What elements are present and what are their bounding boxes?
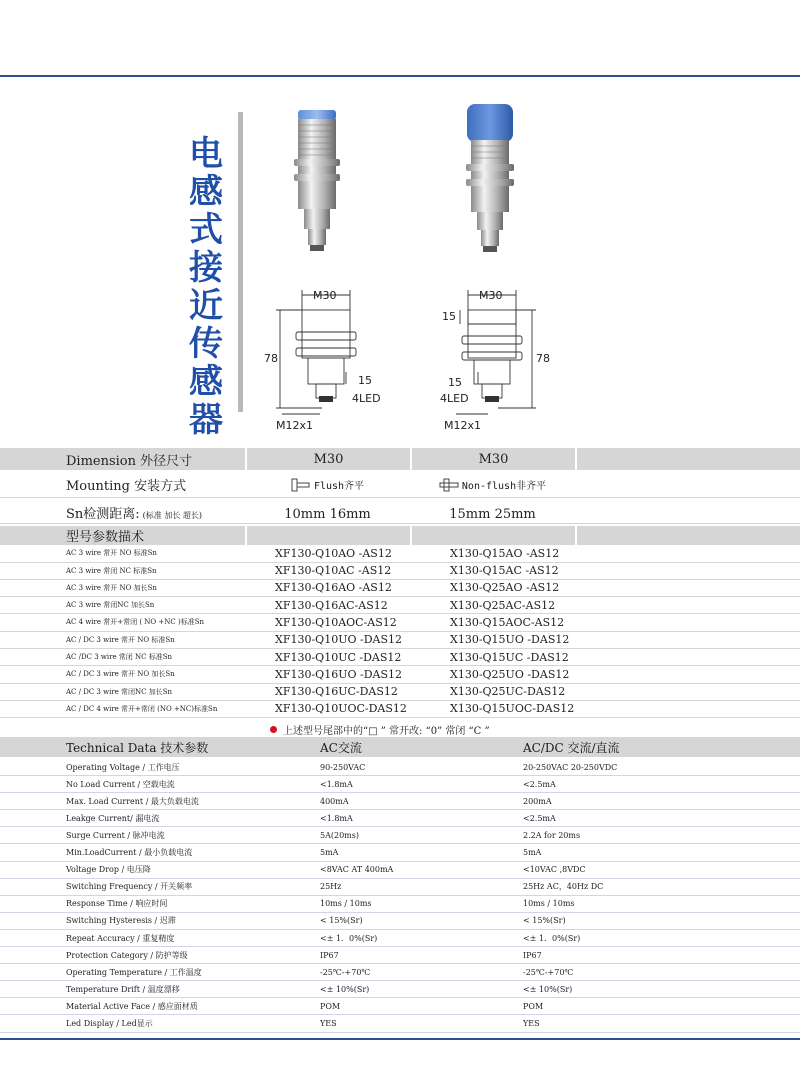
nonflush-dimension-drawing — [438, 280, 568, 440]
tech-acdc-value: -25℃-+70℃ — [523, 967, 574, 977]
model-flush-code: XF130-Q16AC-AS12 — [275, 598, 388, 612]
flush-connector-label: M12x1 — [276, 419, 313, 432]
tech-ac-value: 400mA — [320, 796, 349, 806]
title-char: 感 — [189, 362, 223, 402]
tech-row — [0, 930, 800, 947]
model-nonflush-code: X130-Q15UO -DAS12 — [450, 633, 570, 647]
tech-row — [0, 896, 800, 913]
model-description: AC 3 wire 常闭 NC 标准Sn — [66, 566, 157, 575]
tech-label: Operating Temperature / 工作温度 — [66, 967, 202, 977]
tech-row — [0, 947, 800, 964]
tech-acdc-value: <10VAC ,8VDC — [523, 865, 586, 875]
tech-label: Leakge Current/ 漏电流 — [66, 813, 160, 823]
sensing-distance-row — [0, 502, 800, 524]
model-row — [0, 701, 800, 719]
model-nonflush-code: X130-Q15AO -AS12 — [450, 546, 560, 560]
tech-row — [0, 845, 800, 862]
title-char: 传 — [189, 324, 223, 364]
tech-row — [0, 862, 800, 879]
model-description: AC / DC 3 wire 常开 NO 加长Sn — [66, 670, 175, 679]
model-description: AC 3 wire 常闭NC 加长Sn — [66, 601, 155, 610]
model-flush-code: XF130-Q10AC -AS12 — [275, 564, 392, 578]
tech-label: Temperature Drift / 温度漂移 — [66, 984, 180, 994]
tech-acdc-value: POM — [523, 1001, 544, 1011]
model-flush-code: XF130-Q10AO -AS12 — [275, 546, 392, 560]
tech-acdc-value: 20-250VAC 20-250VDC — [523, 762, 618, 772]
tech-acdc-value: <± 1．0%(Sr) — [523, 933, 581, 943]
bullet-icon — [270, 726, 277, 733]
title-divider — [238, 112, 243, 412]
tech-acdc-value: <± 10%(Sr) — [523, 984, 573, 994]
tech-acdc-value: <2.5mA — [523, 779, 556, 789]
tech-acdc-value: IP67 — [523, 950, 542, 960]
model-suffix-note — [270, 722, 490, 737]
flush-led-label: 4LED — [352, 392, 381, 405]
title-char: 器 — [189, 400, 223, 440]
tech-ac-value: -25℃-+70℃ — [320, 967, 371, 977]
tech-row — [0, 759, 800, 776]
title-char: 接 — [189, 248, 223, 288]
model-row — [0, 597, 800, 615]
flush-mount-icon — [291, 478, 311, 492]
tech-row — [0, 964, 800, 981]
dimension-nonflush-value: M30 — [478, 451, 509, 467]
flush-diameter-label: M30 — [313, 289, 337, 302]
nonflush-led-length-label: 15 — [448, 376, 462, 389]
model-nonflush-code: X130-Q25AO -AS12 — [450, 581, 560, 595]
model-description: AC 3 wire 常开 NO 加长Sn — [66, 583, 157, 592]
tech-label: No Load Current / 空载电流 — [66, 779, 175, 789]
model-flush-code: XF130-Q10UO -DAS12 — [275, 633, 402, 647]
title-char: 式 — [189, 210, 223, 250]
tech-ac-value: 5A(20ms) — [320, 830, 359, 840]
model-row — [0, 683, 800, 701]
tech-ac-value: <± 1．0%(Sr) — [320, 933, 378, 943]
title-char: 电 — [189, 134, 223, 174]
tech-ac-value: 25Hz — [320, 882, 342, 892]
tech-row — [0, 998, 800, 1015]
mounting-nonflush-value: Non-flush非齐平 — [461, 481, 547, 492]
page-title — [180, 135, 232, 439]
model-description: AC / DC 4 wire 常开+常闭 (NO +NC)标准Sn — [66, 704, 218, 713]
dimension-label: Dimension 外径尺寸 — [66, 453, 193, 469]
ac-column-header: AC交流 — [320, 740, 362, 755]
tech-row — [0, 981, 800, 998]
nonflush-sensor-image — [455, 100, 525, 255]
tech-label: Min.LoadCurrent / 最小负载电流 — [66, 848, 193, 857]
model-nonflush-code: X130-Q25UC-DAS12 — [450, 685, 566, 699]
model-row — [0, 562, 800, 580]
model-row — [0, 614, 800, 632]
tech-acdc-value: 25Hz AC，40Hz DC — [523, 882, 604, 892]
tech-label: Max. Load Current / 最大负载电流 — [66, 796, 199, 806]
tech-label: Material Active Face / 感应面材质 — [66, 1001, 198, 1011]
top-rule — [0, 75, 800, 77]
tech-ac-value: 90-250VAC — [320, 762, 366, 772]
model-description: AC 4 wire 常开+常闭 ( NO +NC )标准Sn — [66, 618, 205, 627]
tech-ac-value: < 15%(Sr) — [320, 916, 363, 926]
flush-led-length-label: 15 — [358, 374, 372, 387]
model-nonflush-code: X130-Q25UO -DAS12 — [450, 667, 570, 681]
model-nonflush-code: X130-Q25AC-AS12 — [450, 598, 556, 612]
dimension-flush-value: M30 — [313, 451, 344, 467]
model-nonflush-code: X130-Q15AOC-AS12 — [450, 615, 565, 629]
tech-ac-value: <1.8mA — [320, 813, 353, 823]
model-description: AC / DC 3 wire 常开 NO 标准Sn — [66, 635, 175, 644]
tech-acdc-value: < 15%(Sr) — [523, 916, 566, 926]
sn-nonflush-value: 15mm 25mm — [449, 507, 536, 522]
sn-label: Sn检测距离: — [66, 507, 140, 522]
model-description: AC / DC 3 wire 常闭NC 加长Sn — [66, 687, 173, 696]
dimension-row — [0, 448, 800, 470]
bottom-rule — [0, 1038, 800, 1040]
note-text: 上述型号尾部中的“□ ” 常开改: “0” 常闭 “C ” — [283, 726, 490, 737]
model-flush-code: XF130-Q10UC -DAS12 — [275, 650, 402, 664]
tech-row — [0, 810, 800, 827]
tech-label: Switching Frequency / 开关频率 — [66, 882, 193, 892]
technical-data-header — [0, 737, 800, 757]
tech-row — [0, 793, 800, 810]
tech-row — [0, 776, 800, 793]
tech-label: Operating Voltage / 工作电压 — [66, 762, 180, 772]
tech-acdc-value: <2.5mA — [523, 813, 556, 823]
model-row — [0, 632, 800, 650]
model-flush-code: XF130-Q10AOC-AS12 — [275, 615, 397, 629]
flush-dimension-drawing — [262, 280, 392, 440]
tech-label: Surge Current / 脉冲电流 — [66, 830, 165, 840]
models-label: 型号参数描术 — [66, 530, 145, 545]
tech-label: Repeat Accuracy / 重复精度 — [66, 933, 175, 943]
nonflush-mount-icon — [439, 478, 459, 492]
sn-sublabel: (标准 加长 超长) — [142, 511, 202, 520]
tech-row — [0, 913, 800, 930]
tech-ac-value: <8VAC AT 400mA — [320, 865, 394, 875]
model-flush-code: XF130-Q16AO -AS12 — [275, 581, 392, 595]
acdc-column-header: AC/DC 交流/直流 — [523, 740, 620, 755]
tech-label: Voltage Drop / 电压降 — [66, 865, 151, 875]
tech-ac-value: <1.8mA — [320, 779, 353, 789]
tech-label: Led Display / Led显示 — [66, 1019, 153, 1028]
tech-acdc-value: 2.2A for 20ms — [523, 830, 581, 840]
mounting-row — [0, 472, 800, 498]
tech-row — [0, 827, 800, 844]
tech-ac-value: <± 10%(Sr) — [320, 984, 370, 994]
model-description: AC 3 wire 常开 NO 标准Sn — [66, 549, 157, 558]
tech-acdc-value: YES — [523, 1019, 540, 1028]
model-nonflush-code: X130-Q15AC -AS12 — [450, 564, 559, 578]
flush-length-label: 78 — [264, 352, 278, 365]
tech-ac-value: YES — [320, 1019, 337, 1028]
mounting-label: Mounting 安装方式 — [66, 479, 187, 494]
nonflush-connector-label: M12x1 — [444, 419, 481, 432]
tech-label: Response Time / 响应时间 — [66, 899, 168, 909]
model-flush-code: XF130-Q10UOC-DAS12 — [275, 702, 407, 716]
model-row — [0, 649, 800, 667]
tech-acdc-value: 10ms / 10ms — [523, 899, 575, 909]
model-row — [0, 666, 800, 684]
tech-ac-value: 10ms / 10ms — [320, 899, 372, 909]
tech-ac-value: 5mA — [320, 848, 339, 857]
models-header-row — [0, 526, 800, 545]
technical-data-label: Technical Data 技术参数 — [66, 740, 209, 755]
tech-row — [0, 1016, 800, 1033]
tech-label: Protection Category / 防护等级 — [66, 950, 188, 960]
tech-label: Switching Hysteresis / 迟滞 — [66, 916, 176, 926]
model-nonflush-code: X130-Q15UOC-DAS12 — [450, 702, 575, 716]
tech-ac-value: IP67 — [320, 950, 339, 960]
model-row — [0, 545, 800, 563]
tech-acdc-value: 5mA — [523, 848, 542, 857]
title-char: 近 — [189, 286, 223, 326]
tech-row — [0, 879, 800, 896]
sn-flush-value: 10mm 16mm — [284, 507, 371, 522]
model-flush-code: XF130-Q16UO -DAS12 — [275, 667, 402, 681]
nonflush-diameter-label: M30 — [479, 289, 503, 302]
title-char: 感 — [189, 172, 223, 212]
model-description: AC /DC 3 wire 常闭 NC 标准Sn — [66, 653, 173, 662]
mounting-flush-value: Flush齐平 — [313, 481, 365, 492]
nonflush-led-label: 4LED — [440, 392, 469, 405]
flush-sensor-image — [288, 105, 348, 255]
nonflush-length-label: 78 — [536, 352, 550, 365]
model-row — [0, 580, 800, 598]
tech-acdc-value: 200mA — [523, 796, 552, 806]
model-nonflush-code: X130-Q15UC -DAS12 — [450, 650, 569, 664]
model-flush-code: XF130-Q16UC-DAS12 — [275, 685, 398, 699]
tech-ac-value: POM — [320, 1001, 341, 1011]
nonflush-top-length-label: 15 — [442, 310, 456, 323]
